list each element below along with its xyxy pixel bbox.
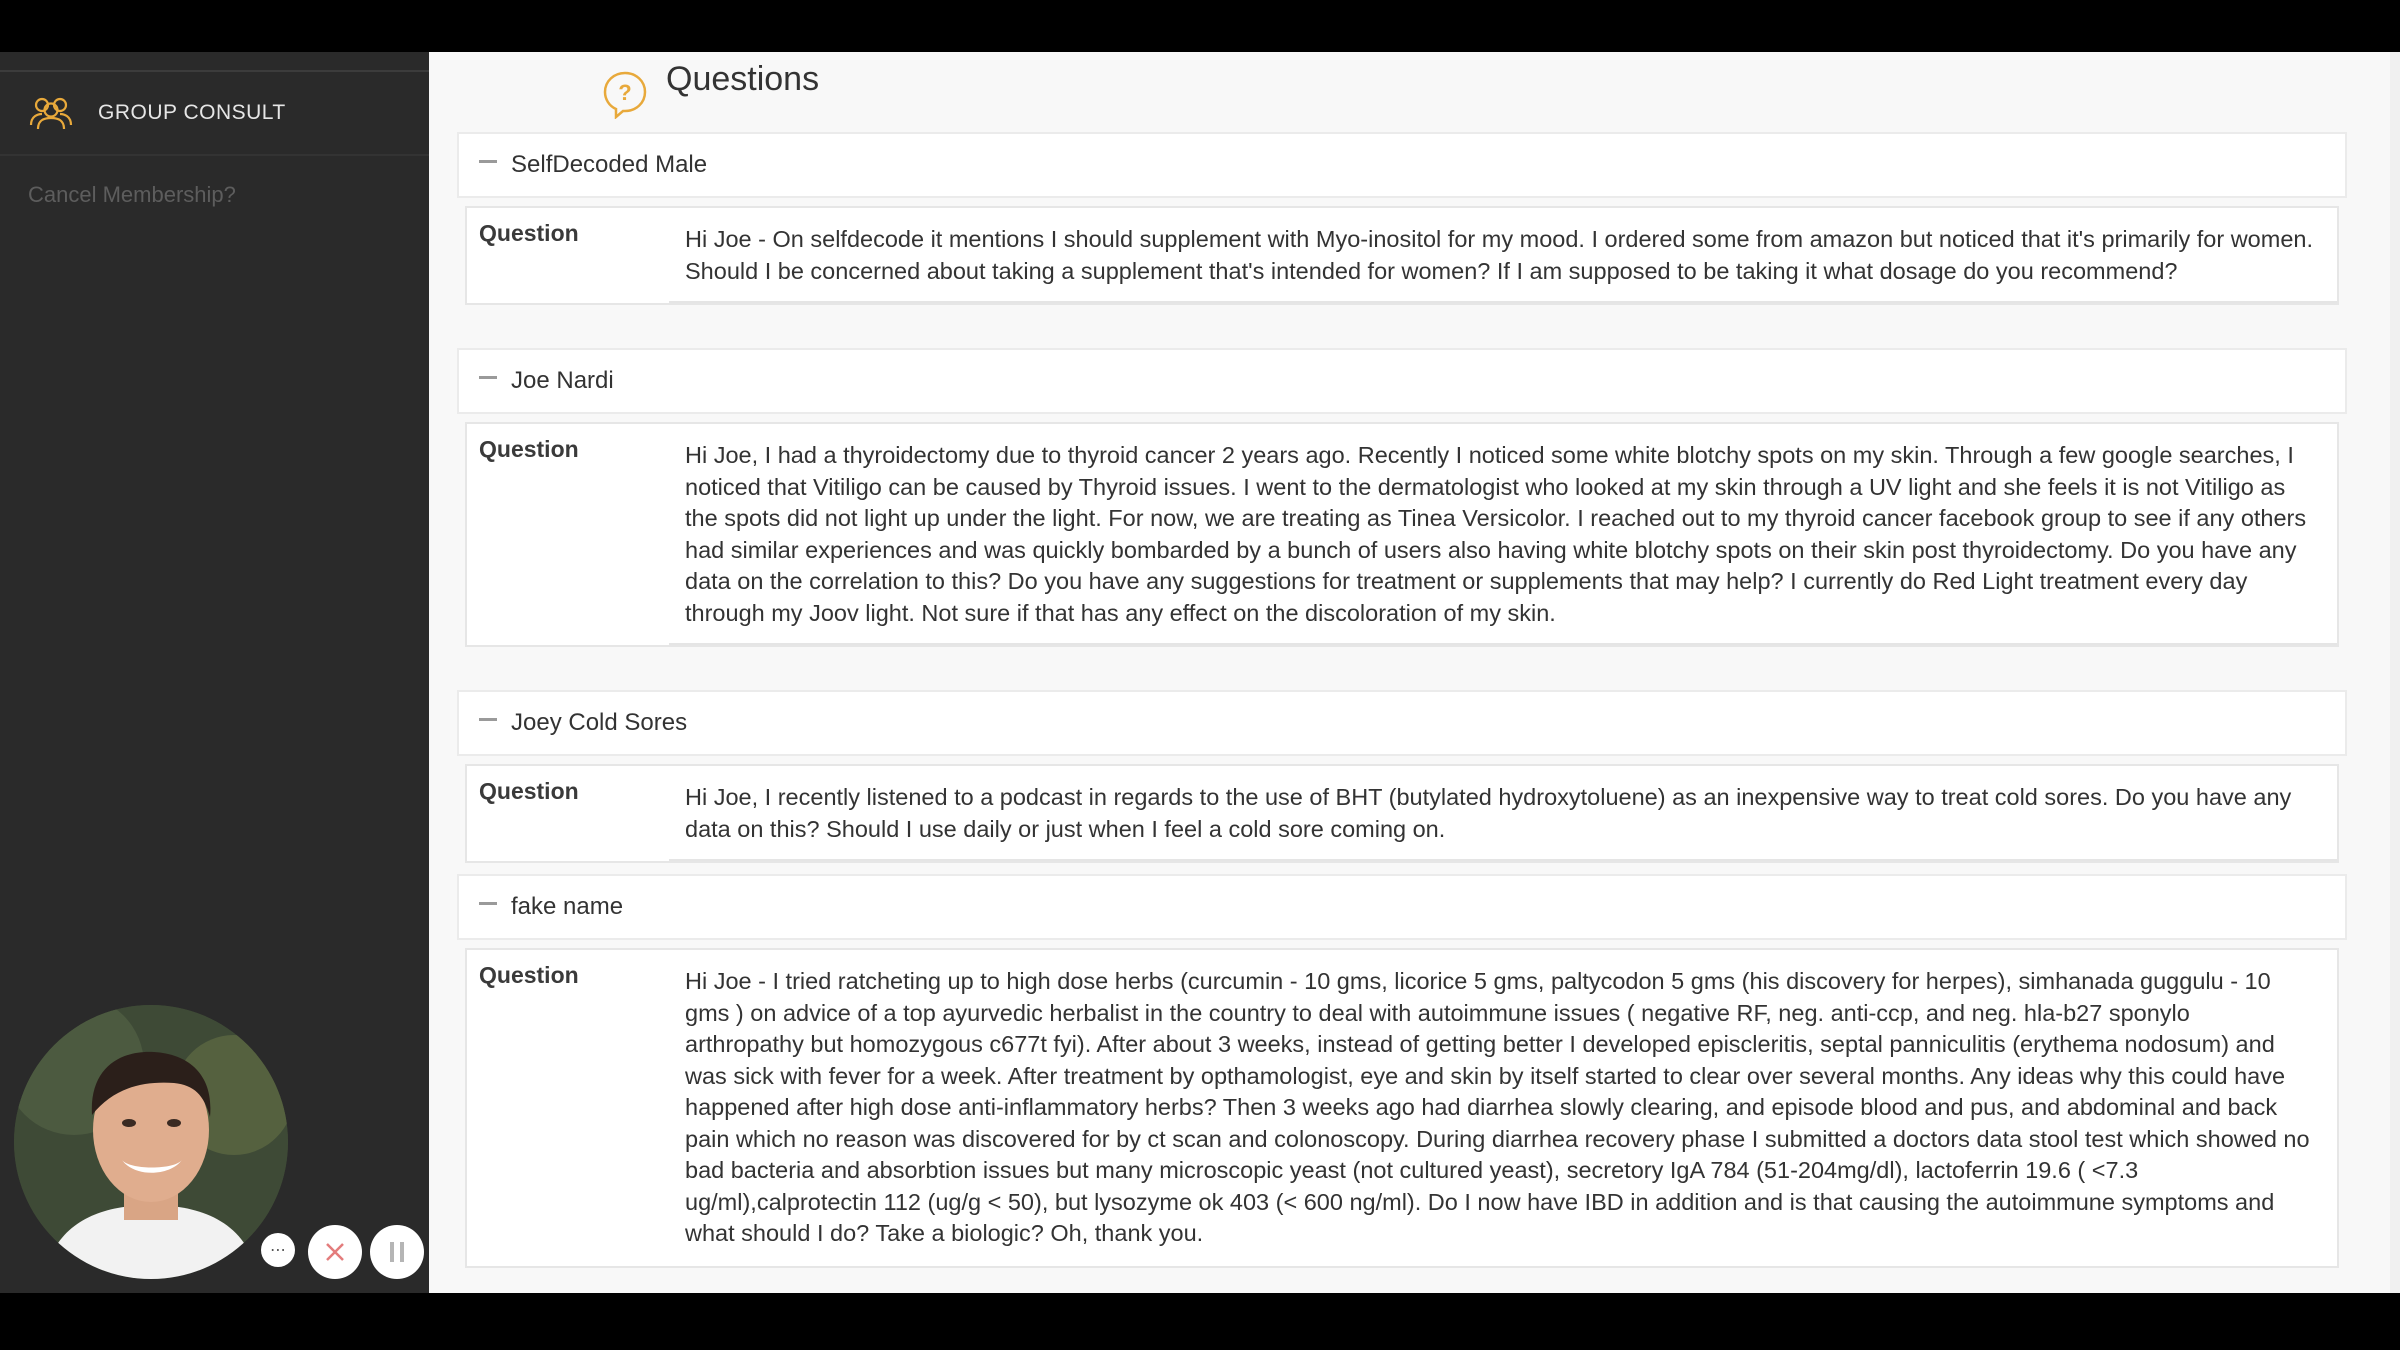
group-icon <box>28 93 74 133</box>
question-bubble-icon <box>600 69 650 119</box>
question-panel-header[interactable] <box>457 132 2347 198</box>
question-body <box>465 206 2339 305</box>
scrollbar[interactable] <box>2390 52 2400 1293</box>
question-panel-header[interactable] <box>457 874 2347 940</box>
question-body <box>465 948 2339 1268</box>
question-body <box>465 764 2339 863</box>
sidebar-item-label: GROUP CONSULT <box>98 101 286 124</box>
asker-name: Joey Cold Sores <box>511 709 688 736</box>
question-text: Hi Joe, I recently listened to a podcast in regards to the use of BHT (butylated hydroxytoluene) as an inexpensive way to treat cold sores. Do you have any data on this? Should I use daily or just when I feel a cold sore coming on. <box>685 784 2292 842</box>
cancel-membership-link[interactable]: Cancel Membership? <box>28 182 236 207</box>
question-panel <box>457 132 2347 315</box>
collapse-icon[interactable] <box>479 160 497 163</box>
sidebar-item-group-consult[interactable] <box>0 72 429 156</box>
pause-glyph <box>387 1241 407 1263</box>
collapse-icon[interactable] <box>479 902 497 905</box>
question-label: Question <box>479 962 579 988</box>
more-icon[interactable] <box>261 1233 295 1267</box>
sidebar-divider <box>0 52 429 72</box>
collapse-icon[interactable] <box>479 376 497 379</box>
question-text: Hi Joe - I tried ratcheting up to high dose herbs (curcumin - 10 gms, licorice 5 gms, paltycodon 5 gms (his discovery for herpes), simhanada guggulu - 10 gms ) on advice of a top ayurvedic herbalist in the country to deal with autoimmune issues ( negative RF, neg. anti-ccp, and neg. hla-b27 sponylo arthropathy but homozygous c677t fyi). After about 3 weeks, instead of getting better I developed episcleritis, septal panniculitis (erythema nodosum) and was sick with fever for a week. After treatment by opthamologist, eye and skin by itself started to clear over several months. Any ideas why this could have happened after high dose anti-inflammatory herbs? Then 3 weeks ago had diarrhea slowly clearing, and episode blood and pus, and abdominal and back pain which no reason was discovered for by ct scan and colonoscopy. During diarrhea recovery phase I submitted a doctors data stool test which showed no bad bacteria and absorbtion issues but many microscopic yeast (not cultured yeast), secretory IgA 784 (51-204mg/dl), lactoferrin 19.6 ( <7.3 ug/ml),calprotectin 112 (ug/g < 50), but lysozyme ok 403 (< 600 ng/ml). Do I now have IBD in addition and is that causing the autoimmune symptoms and what should I do? Take a biologic? Oh, thank you. <box>685 968 2310 1246</box>
bottom-letterbox <box>0 1293 2400 1350</box>
question-divider <box>669 859 2337 861</box>
asker-name: SelfDecoded Male <box>511 151 708 178</box>
question-panel <box>457 874 2347 1278</box>
question-panel-header[interactable] <box>457 690 2347 756</box>
more-label: ⋯ <box>270 1242 286 1259</box>
question-label: Question <box>479 220 579 246</box>
asker-name: Joe Nardi <box>511 367 614 394</box>
question-divider <box>669 301 2337 303</box>
question-text: Hi Joe - On selfdecode it mentions I should supplement with Myo-inositol for my mood. I ordered some from amazon but noticed that it's primarily for women. Should I be concerned about taking a supplement that's intended for women? If I am supposed to be taking it what dosage do you recommend? <box>685 226 2313 284</box>
close-glyph <box>324 1241 346 1263</box>
question-text: Hi Joe, I had a thyroidectomy due to thyroid cancer 2 years ago. Recently I noticed some white blotchy spots on my skin. Through a few google searches, I noticed that Vitiligo can be caused by Thyroid issues. I went to the dermatologist who looked at my skin through a UV light and she feels it is not Vitiligo as the spots did not light up under the light. For now, we are treating as Tinea Versicolor. I reached out to my thyroid cancer facebook group to see if any others had similar experiences and was quickly bombarded by a bunch of users also having white blotchy spots on their skin post thyroidectomy. Do you have any data on the correlation to this? Do you have any suggestions for treatment or supplements that may help? I currently do Red Light treatment every day through my Joov light. Not sure if that has any effect on the discoloration of my skin. <box>685 442 2307 626</box>
question-panel <box>457 348 2347 657</box>
question-body <box>465 422 2339 647</box>
svg-text:?: ? <box>618 80 632 105</box>
main-content <box>429 52 2400 1293</box>
question-divider <box>669 643 2337 645</box>
page-header <box>600 52 819 112</box>
question-label: Question <box>479 436 579 462</box>
pause-icon[interactable] <box>370 1225 424 1279</box>
question-panel-header[interactable] <box>457 348 2347 414</box>
top-letterbox <box>0 0 2400 52</box>
question-label: Question <box>479 778 579 804</box>
close-icon[interactable] <box>308 1225 362 1279</box>
collapse-icon[interactable] <box>479 718 497 721</box>
question-panel <box>457 690 2347 873</box>
asker-name: fake name <box>511 893 624 920</box>
page-title: Questions <box>666 59 820 98</box>
avatar <box>14 1005 288 1279</box>
